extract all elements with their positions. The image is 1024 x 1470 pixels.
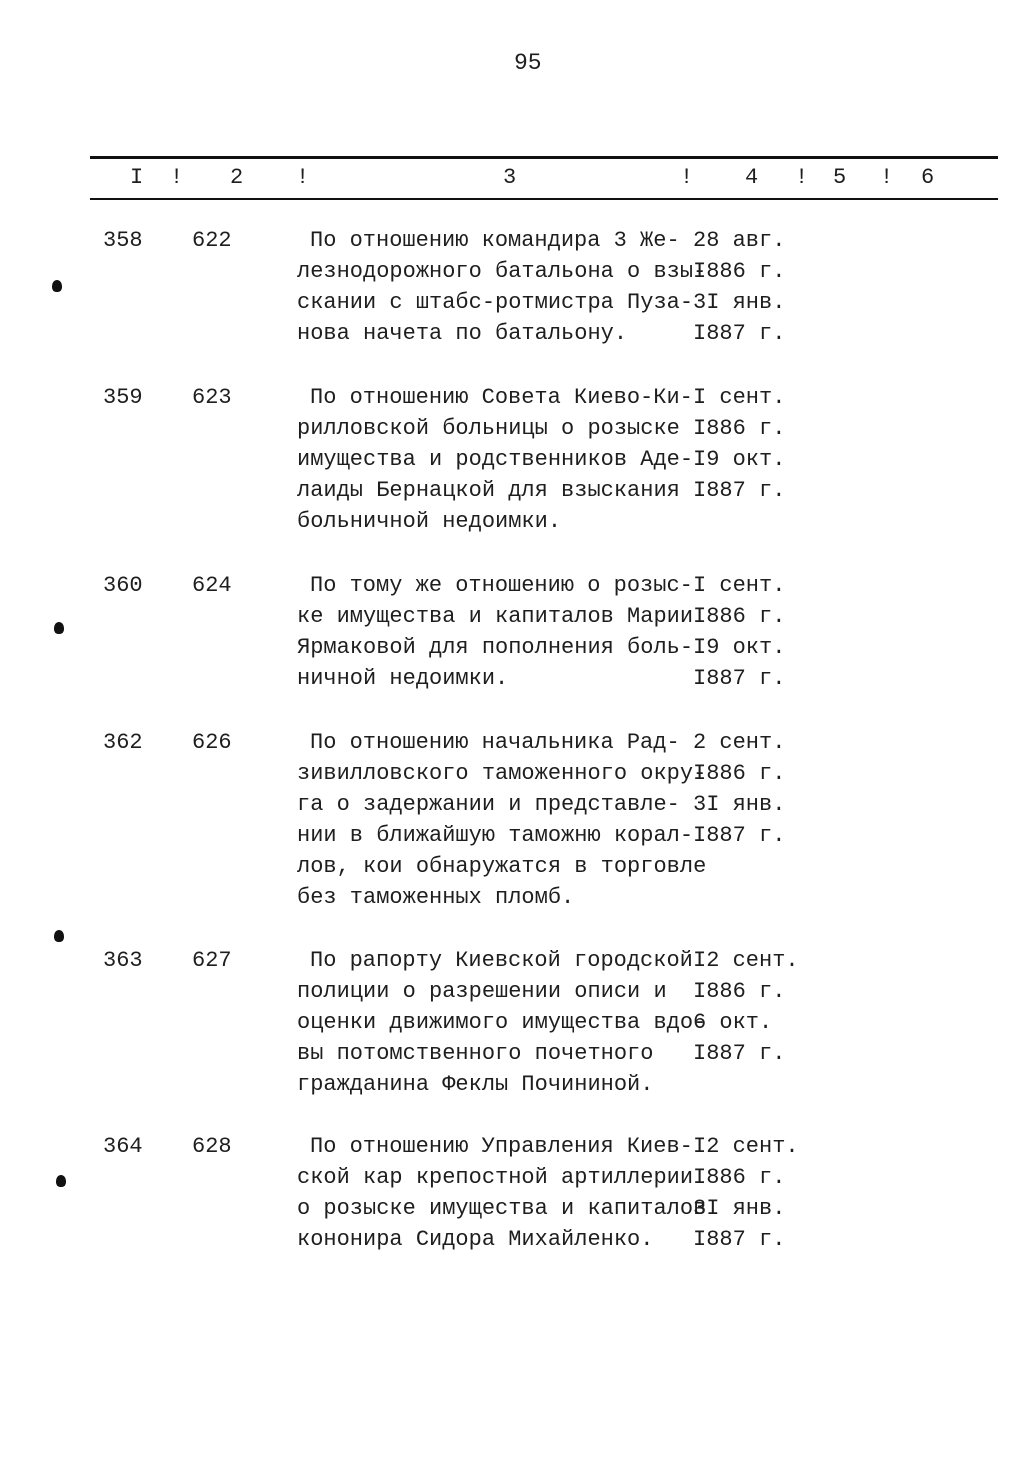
header-col-4: 4 [745, 165, 759, 190]
date-line: I886 г. [693, 979, 786, 1004]
punch-hole-mark [54, 622, 64, 634]
date-line: I2 сент. [693, 948, 799, 973]
date-line: 3I янв. [693, 1196, 786, 1221]
header-separator: ! [170, 165, 184, 190]
date-line: I887 г. [693, 1041, 786, 1066]
header-separator: ! [680, 165, 694, 190]
date-line: I887 г. [693, 823, 786, 848]
description-line: По отношению начальника Рад- [310, 730, 680, 755]
description-line: Ярмаковой для пополнения боль- [297, 635, 694, 660]
date-line: I9 окт. [693, 635, 786, 660]
header-col-2: 2 [230, 165, 244, 190]
description-line: По отношению командира 3 Же- [310, 228, 680, 253]
punch-hole-mark [54, 930, 64, 942]
archive-number: 623 [192, 385, 232, 410]
entry-number: 358 [103, 228, 143, 253]
description-line: вы потомственного почетного [297, 1041, 654, 1066]
description-line: нова начета по батальону. [297, 321, 628, 346]
description-line: По отношению Управления Киев- [310, 1134, 693, 1159]
description-line: га о задержании и представле- [297, 792, 680, 817]
description-line: больничной недоимки. [297, 509, 562, 534]
description-line: лов, кои обнаружатся в торговле [297, 854, 707, 879]
description-line: имущества и родственников Аде- [297, 447, 694, 472]
date-line: I887 г. [693, 1227, 786, 1252]
date-line: 2 сент. [693, 730, 786, 755]
table-header-rule [90, 198, 998, 200]
date-line: I887 г. [693, 478, 786, 503]
description-line: лаиды Бернацкой для взыскания [297, 478, 680, 503]
date-line: I886 г. [693, 761, 786, 786]
description-line: без таможенных пломб. [297, 885, 575, 910]
date-line: 28 авг. [693, 228, 786, 253]
date-line: I886 г. [693, 259, 786, 284]
date-line: 3I янв. [693, 792, 786, 817]
punch-hole-mark [52, 280, 62, 292]
description-line: полиции о разрешении описи и [297, 979, 667, 1004]
date-line: I886 г. [693, 416, 786, 441]
description-line: ке имущества и капиталов Марии [297, 604, 694, 629]
entry-number: 359 [103, 385, 143, 410]
description-line: гражданина Феклы Почининой. [297, 1072, 654, 1097]
header-separator: ! [296, 165, 310, 190]
archive-number: 627 [192, 948, 232, 973]
entry-number: 362 [103, 730, 143, 755]
description-line: По тому же отношению о розыс- [310, 573, 693, 598]
date-line: 3I янв. [693, 290, 786, 315]
date-line: I2 сент. [693, 1134, 799, 1159]
date-line: 6 окт. [693, 1010, 773, 1035]
date-line: I886 г. [693, 604, 786, 629]
entry-number: 363 [103, 948, 143, 973]
archive-number: 626 [192, 730, 232, 755]
description-line: ской кар крепостной артиллерии [297, 1165, 694, 1190]
date-line: I9 окт. [693, 447, 786, 472]
description-line: скании с штабс-ротмистра Пуза- [297, 290, 694, 315]
header-col-3: 3 [503, 165, 517, 190]
header-col-6: 6 [921, 165, 935, 190]
date-line: I887 г. [693, 321, 786, 346]
description-line: По рапорту Киевской городской [310, 948, 693, 973]
header-separator: ! [880, 165, 894, 190]
entry-number: 360 [103, 573, 143, 598]
header-col-1: I [130, 165, 144, 190]
description-line: оценки движимого имущества вдо- [297, 1010, 707, 1035]
date-line: I сент. [693, 385, 786, 410]
description-line: нии в ближайшую таможню корал- [297, 823, 694, 848]
archive-number: 622 [192, 228, 232, 253]
table-top-rule [90, 156, 998, 159]
description-line: По отношению Совета Киево-Ки- [310, 385, 693, 410]
archive-number: 624 [192, 573, 232, 598]
description-line: рилловской больницы о розыске [297, 416, 680, 441]
archive-number: 628 [192, 1134, 232, 1159]
page-number: 95 [514, 50, 542, 76]
date-line: I887 г. [693, 666, 786, 691]
date-line: I сент. [693, 573, 786, 598]
description-line: зивилловского таможенного окру- [297, 761, 707, 786]
header-separator: ! [795, 165, 809, 190]
date-line: I886 г. [693, 1165, 786, 1190]
entry-number: 364 [103, 1134, 143, 1159]
punch-hole-mark [56, 1175, 66, 1187]
header-col-5: 5 [833, 165, 847, 190]
description-line: кононира Сидора Михайленко. [297, 1227, 654, 1252]
description-line: ничной недоимки. [297, 666, 509, 691]
description-line: лезнодорожного батальона о взы- [297, 259, 707, 284]
description-line: о розыске имущества и капиталов [297, 1196, 707, 1221]
